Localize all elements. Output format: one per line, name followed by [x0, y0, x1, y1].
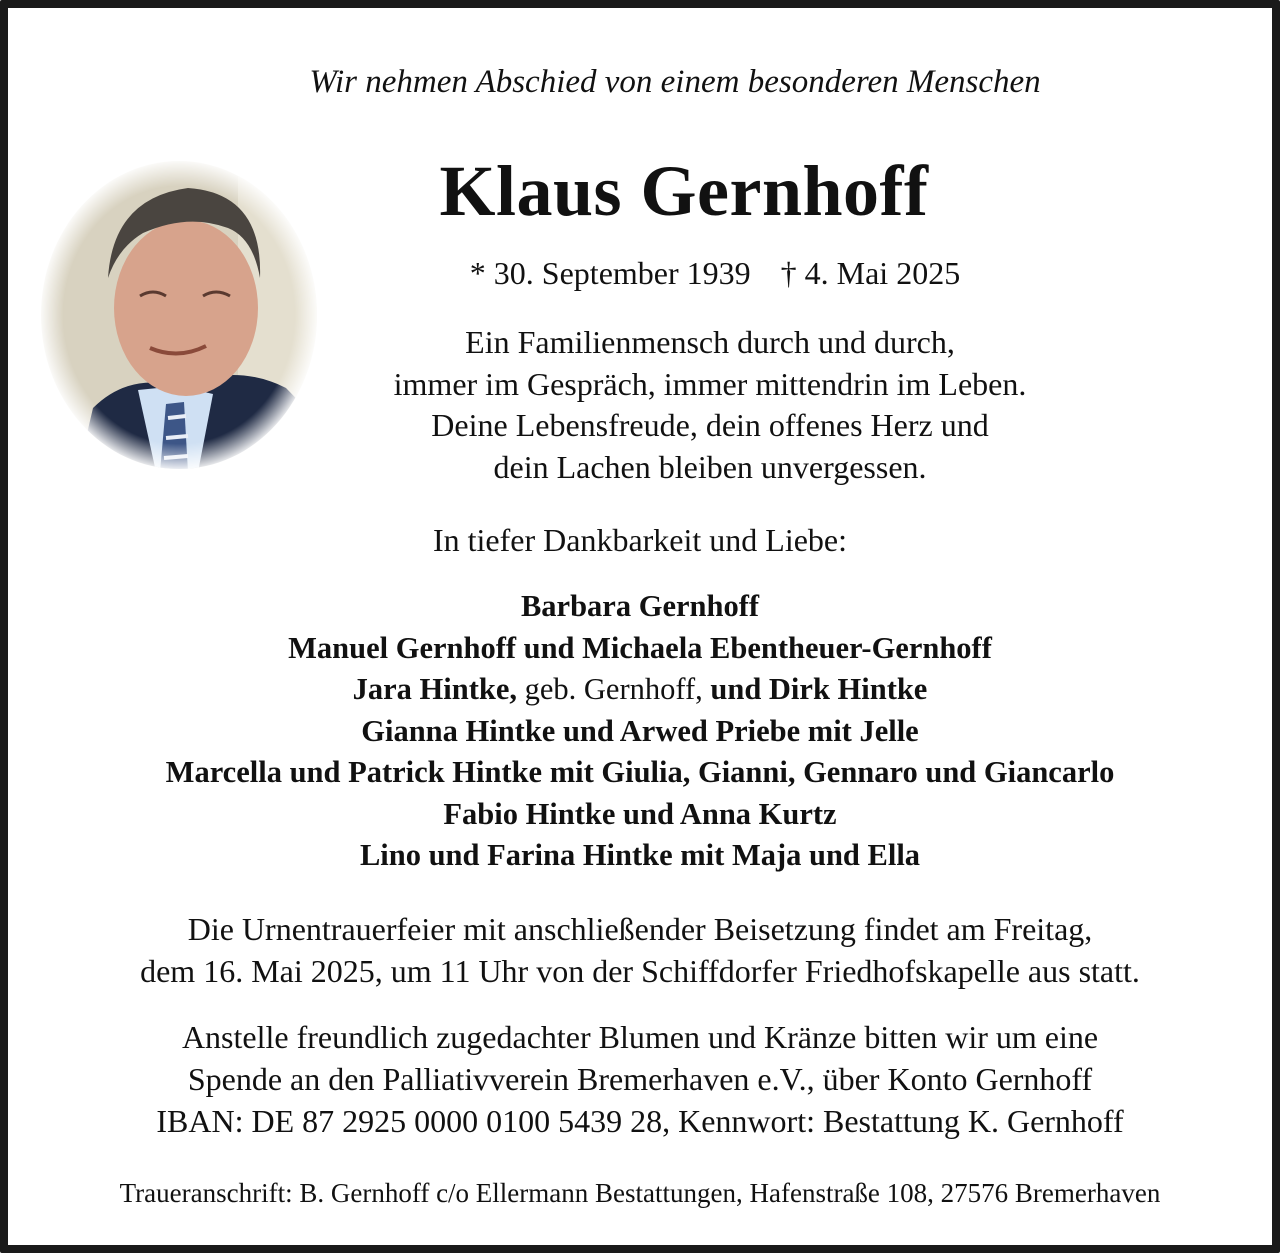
family-line: Gianna Hintke und Arwed Priebe mit Jelle: [361, 713, 919, 748]
family-line: Lino und Farina Hintke mit Maja und Ella: [359, 838, 921, 872]
verse-line: dein Lachen bleiben unvergessen.: [493, 448, 927, 485]
family-line: Barbara Gernhoff: [520, 589, 760, 623]
family-line: [0, 669, 1280, 711]
verse-line: Deine Lebensfreude, dein offenes Herz und: [431, 407, 989, 443]
family-name: und Dirk Hintke: [710, 672, 928, 706]
donation-line: Anstelle freundlich zugedachter Blumen und Kränze bitten wir um eine: [181, 1019, 1099, 1055]
family-name: Jara Hintke,: [352, 672, 517, 706]
thanks-line: [0, 522, 1280, 559]
verse-line: Ein Familienmensch durch und durch,: [465, 324, 955, 360]
verse: [80, 322, 1280, 488]
service-line: dem 16. Mai 2025, um 11 Uhr von der Schiffdorfer Friedhofskapelle aus statt.: [140, 953, 1140, 989]
donation-info: [0, 1016, 1280, 1142]
mourning-address: Traueranschrift: B. Gernhoff c/o Ellermann Bestattungen, Hafenstraße 108, 27576 Bremerhaven: [119, 1178, 1161, 1208]
donation-line: IBAN: DE 87 2925 0000 0100 5439 28, Kennwort: Bestattung K. Gernhoff: [156, 1103, 1124, 1139]
family-line: Marcella und Patrick Hintke mit Giulia, Gianni, Gennaro und Giancarlo: [165, 755, 1115, 789]
family-maiden-name: geb. Gernhoff,: [516, 672, 711, 706]
service-line: Die Urnentrauerfeier mit anschließender Beisetzung findet am Freitag,: [187, 911, 1093, 947]
verse-line: immer im Gespräch, immer mittendrin im Leben.: [393, 365, 1027, 402]
life-dates: [90, 255, 1280, 292]
deceased-name: Klaus Gernhoff: [439, 151, 929, 231]
family-line: Fabio Hintke und Anna Kurtz: [443, 796, 837, 831]
family-line: Manuel Gernhoff und Michaela Ebentheuer-Gernhoff: [288, 630, 992, 665]
thanks-text: In tiefer Dankbarkeit und Liebe:: [432, 522, 848, 558]
motto: Wir nehmen Abschied von einem besonderen Menschen: [309, 64, 1041, 100]
death-date: † 4. Mai 2025: [780, 255, 961, 291]
family-list: [0, 586, 1280, 877]
donation-line: Spende an den Palliativverein Bremerhaven e.V., über Konto Gernhoff: [187, 1061, 1093, 1097]
service-info: [0, 908, 1280, 992]
birth-date: * 30. September 1939: [469, 255, 751, 291]
